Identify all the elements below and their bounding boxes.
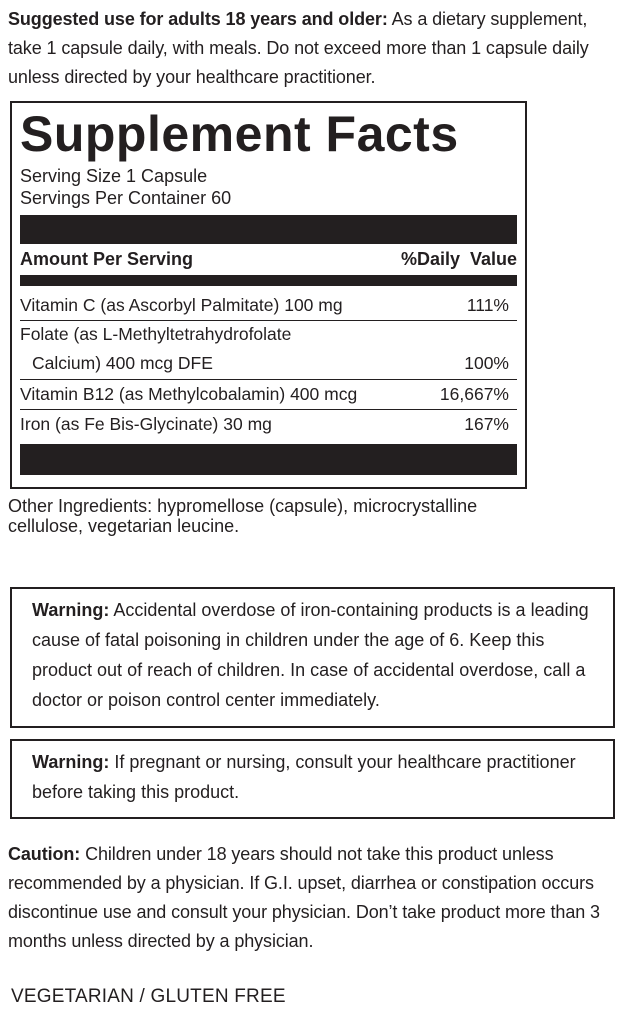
thick-bar-top: [20, 215, 517, 244]
dv-header: %Daily Value: [400, 249, 517, 269]
directions-text: [8, 5, 613, 92]
nutrient-row-cont: [20, 352, 517, 374]
supplement-facts-panel: [10, 101, 527, 489]
thick-bar-mid: [20, 275, 517, 286]
caution-label: Caution:: [8, 844, 81, 864]
other-ingredients: Other Ingredients: hypromellose (capsule), microcrystalline cellulose, vegetarian leucine.: [8, 496, 478, 536]
directions-label: Suggested use for adults 18 years and older:: [8, 9, 388, 29]
facts-title: Supplement Facts: [20, 106, 459, 162]
nutrient-name: Vitamin B12 (as Methylcobalamin) 400 mcg: [20, 384, 358, 404]
amount-header: Amount Per Serving: [20, 249, 194, 269]
vegetarian-gluten-free: VEGETARIAN / GLUTEN FREE: [11, 986, 286, 1007]
nutrient-name: Folate (as L-Methyltetrahydrofolate: [20, 324, 292, 344]
warning-label: Warning:: [32, 752, 110, 772]
directions-body: As a dietary supplement, take 1 capsule daily, with meals. Do not exceed more than 1 capsule daily unless directed by your healthcare practitioner.: [8, 9, 589, 87]
amount-header-row: [20, 248, 517, 270]
serving-size: Serving Size 1 Capsule: [20, 166, 208, 186]
warning-label: Warning:: [32, 600, 110, 620]
nutrient-row: [20, 323, 517, 345]
thick-bar-bottom: [20, 444, 517, 475]
iron-warning-box: [10, 587, 615, 728]
pregnancy-warning-box: [10, 739, 615, 819]
warning-text: If pregnant or nursing, consult your healthcare practitioner before taking this product.: [32, 752, 576, 802]
nutrient-dv: 100%: [464, 353, 509, 373]
nutrient-dv: 167%: [464, 414, 509, 434]
nutrient-name: Vitamin C (as Ascorbyl Palmitate) 100 mg: [20, 295, 343, 315]
nutrient-row: [20, 413, 517, 435]
nutrient-row: [20, 383, 517, 405]
row-divider: [20, 409, 517, 410]
caution-text: [8, 840, 613, 956]
nutrient-name-cont: Calcium) 400 mcg DFE: [32, 353, 213, 373]
nutrient-dv: 16,667%: [439, 384, 509, 404]
warning-text: Accidental overdose of iron-containing products is a leading cause of fatal poisoning in children under the age of 6. Keep this product out of reach of children. In case of accidental overdose, call a doctor or poison control center immediately.: [32, 600, 589, 710]
nutrient-name: Iron (as Fe Bis-Glycinate) 30 mg: [20, 414, 272, 434]
nutrient-dv: 111%: [466, 295, 509, 315]
caution-body: Children under 18 years should not take this product unless recommended by a physician. If G.I. upset, diarrhea or constipation occurs discontinue use and consult your physician. Don’t take product more than 3 months unless directed by a physician.: [8, 844, 600, 951]
row-divider: [20, 320, 517, 321]
nutrient-row: [20, 294, 517, 316]
row-divider: [20, 379, 517, 380]
servings-per-container: Servings Per Container 60: [20, 188, 232, 208]
